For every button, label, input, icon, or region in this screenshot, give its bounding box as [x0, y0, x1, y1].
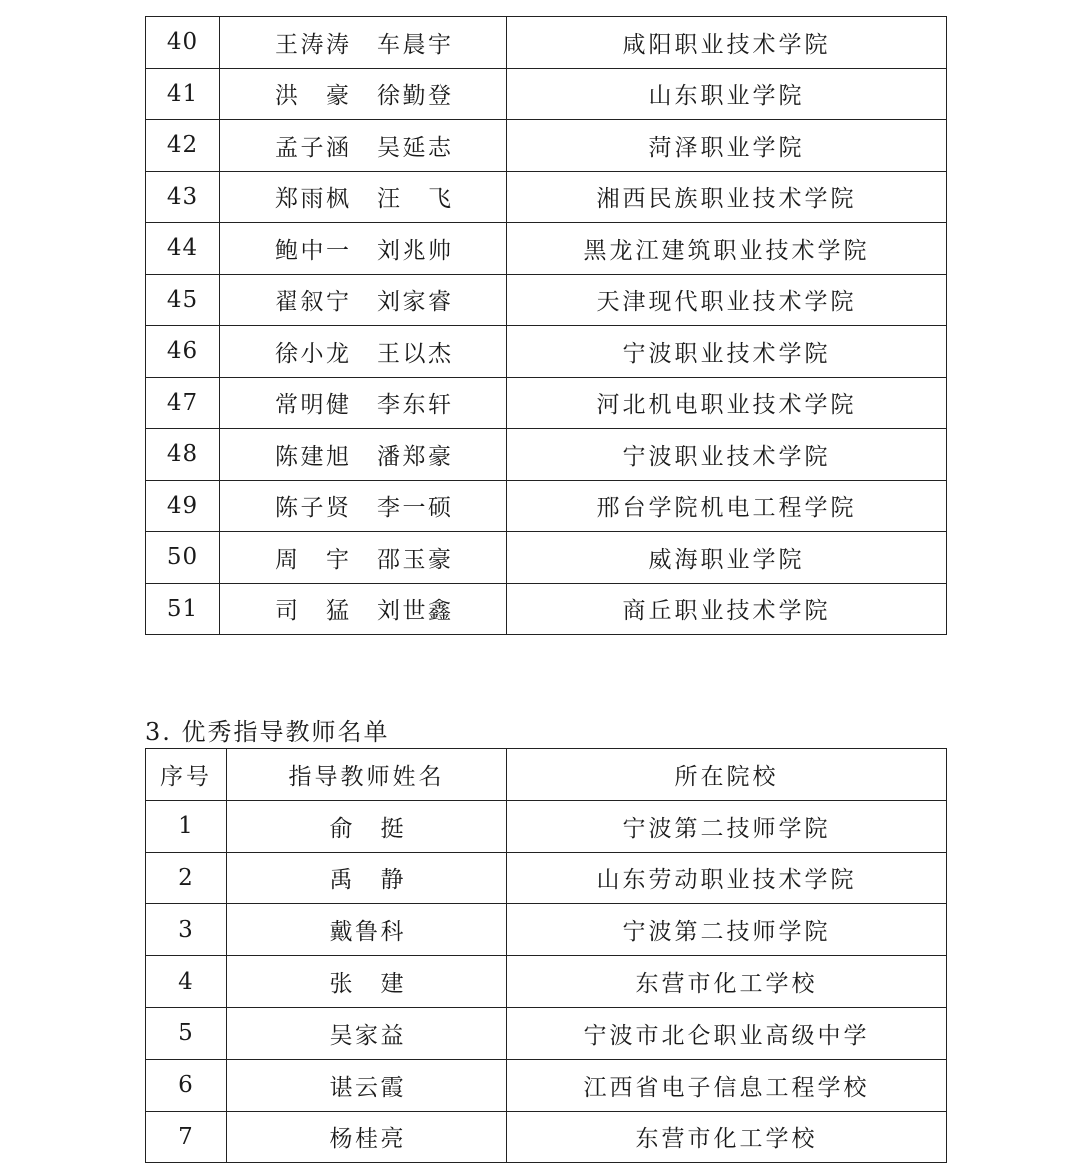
- team-member-1: 周 宇: [275, 546, 349, 573]
- table-row: [146, 583, 947, 635]
- team-member-1: 鲍中一: [275, 237, 349, 264]
- school-name: 江西省电子信息工程学校: [507, 1059, 947, 1111]
- teacher-name-text: 禹 静: [329, 867, 404, 894]
- table-row: [146, 120, 947, 172]
- team-members: [220, 326, 507, 378]
- school-name: 商丘职业技术学院: [507, 583, 947, 635]
- team-members: [220, 480, 507, 532]
- school-name: 湘西民族职业技术学院: [507, 171, 947, 223]
- team-member-2: 刘家睿: [377, 289, 451, 316]
- team-member-1: 洪 豪: [275, 83, 349, 110]
- school-name: 黑龙江建筑职业技术学院: [507, 223, 947, 275]
- school-name: 山东职业学院: [507, 68, 947, 120]
- school-name: 宁波第二技师学院: [507, 800, 947, 852]
- header-row: [146, 749, 947, 801]
- teachers-table-header: [146, 749, 947, 801]
- team-member-2: 王以杰: [377, 340, 451, 367]
- row-number: 1: [146, 800, 227, 852]
- row-number: 42: [146, 120, 220, 172]
- school-name: 宁波第二技师学院: [507, 904, 947, 956]
- team-member-1: 常明健: [275, 392, 349, 419]
- school-name: 东营市化工学校: [507, 956, 947, 1008]
- team-members: [220, 17, 507, 69]
- teachers-table: [145, 748, 947, 1163]
- teacher-name: [227, 1059, 507, 1111]
- row-number: 41: [146, 68, 220, 120]
- team-member-2: 李一硕: [377, 495, 451, 522]
- team-members: [220, 377, 507, 429]
- table-row: [146, 377, 947, 429]
- teacher-name-text: 俞 挺: [329, 815, 404, 842]
- table-row: [146, 480, 947, 532]
- team-member-1: 翟叙宁: [275, 289, 349, 316]
- team-member-1: 徐小龙: [275, 340, 349, 367]
- row-number: 47: [146, 377, 220, 429]
- table-row: [146, 17, 947, 69]
- teacher-name-text: 杨桂亮: [329, 1126, 404, 1153]
- team-member-2: 汪 飞: [377, 186, 451, 213]
- teacher-name: [227, 852, 507, 904]
- team-member-2: 吴延志: [377, 134, 451, 161]
- row-number: 7: [146, 1111, 227, 1163]
- school-name: 咸阳职业技术学院: [507, 17, 947, 69]
- team-members: [220, 532, 507, 584]
- row-number: 40: [146, 17, 220, 69]
- table-row: [146, 532, 947, 584]
- team-members: [220, 68, 507, 120]
- row-number: 44: [146, 223, 220, 275]
- table-row: [146, 171, 947, 223]
- table-row: [146, 326, 947, 378]
- row-number: 45: [146, 274, 220, 326]
- table-row: [146, 429, 947, 481]
- team-members: [220, 223, 507, 275]
- team-members: [220, 171, 507, 223]
- row-number: 2: [146, 852, 227, 904]
- team-member-2: 邵玉豪: [377, 546, 451, 573]
- teacher-name-text: 张 建: [329, 971, 404, 998]
- teacher-name: [227, 904, 507, 956]
- table-row: [146, 223, 947, 275]
- team-member-1: 陈子贤: [275, 495, 349, 522]
- teacher-name-text: 戴鲁科: [329, 919, 404, 946]
- team-member-1: 陈建旭: [275, 443, 349, 470]
- table-row: [146, 956, 947, 1008]
- teacher-name: [227, 1111, 507, 1163]
- row-number: 50: [146, 532, 220, 584]
- teacher-name: [227, 1007, 507, 1059]
- school-name: 天津现代职业技术学院: [507, 274, 947, 326]
- table-row: [146, 274, 947, 326]
- row-number: 4: [146, 956, 227, 1008]
- table-row: [146, 800, 947, 852]
- team-member-2: 李东轩: [377, 392, 451, 419]
- header-no: 序号: [146, 749, 227, 801]
- winners-table: [145, 16, 947, 635]
- team-member-1: 孟子涵: [275, 134, 349, 161]
- team-members: [220, 120, 507, 172]
- school-name: 河北机电职业技术学院: [507, 377, 947, 429]
- school-name: 宁波职业技术学院: [507, 429, 947, 481]
- table-row: [146, 1059, 947, 1111]
- teacher-name-text: 谌云霞: [329, 1074, 404, 1101]
- row-number: 48: [146, 429, 220, 481]
- row-number: 49: [146, 480, 220, 532]
- team-member-1: 郑雨枫: [275, 186, 349, 213]
- table-row: [146, 1111, 947, 1163]
- team-member-2: 车晨宇: [377, 31, 451, 58]
- row-number: 46: [146, 326, 220, 378]
- school-name: 邢台学院机电工程学院: [507, 480, 947, 532]
- school-name: 宁波职业技术学院: [507, 326, 947, 378]
- team-members: [220, 274, 507, 326]
- row-number: 51: [146, 583, 220, 635]
- table-row: [146, 852, 947, 904]
- header-school: 所在院校: [507, 749, 947, 801]
- team-member-1: 司 猛: [275, 598, 349, 625]
- team-members: [220, 429, 507, 481]
- team-member-1: 王涛涛: [275, 31, 349, 58]
- school-name: 威海职业学院: [507, 532, 947, 584]
- school-name: 山东劳动职业技术学院: [507, 852, 947, 904]
- table-row: [146, 68, 947, 120]
- table-row: [146, 1007, 947, 1059]
- teachers-table-body: [146, 800, 947, 1163]
- row-number: 43: [146, 171, 220, 223]
- school-name: 菏泽职业学院: [507, 120, 947, 172]
- row-number: 5: [146, 1007, 227, 1059]
- teacher-name: [227, 956, 507, 1008]
- winners-table-body: [146, 17, 947, 635]
- table-row: [146, 904, 947, 956]
- team-member-2: 潘郑豪: [377, 443, 451, 470]
- school-name: 宁波市北仑职业高级中学: [507, 1007, 947, 1059]
- teacher-name-text: 吴家益: [329, 1022, 404, 1049]
- row-number: 6: [146, 1059, 227, 1111]
- section-title: 3. 优秀指导教师名单: [145, 718, 390, 746]
- team-members: [220, 583, 507, 635]
- team-member-2: 刘兆帅: [377, 237, 451, 264]
- team-member-2: 刘世鑫: [377, 598, 451, 625]
- school-name: 东营市化工学校: [507, 1111, 947, 1163]
- header-name: 指导教师姓名: [227, 749, 507, 801]
- teacher-name: [227, 800, 507, 852]
- row-number: 3: [146, 904, 227, 956]
- team-member-2: 徐勤登: [377, 83, 451, 110]
